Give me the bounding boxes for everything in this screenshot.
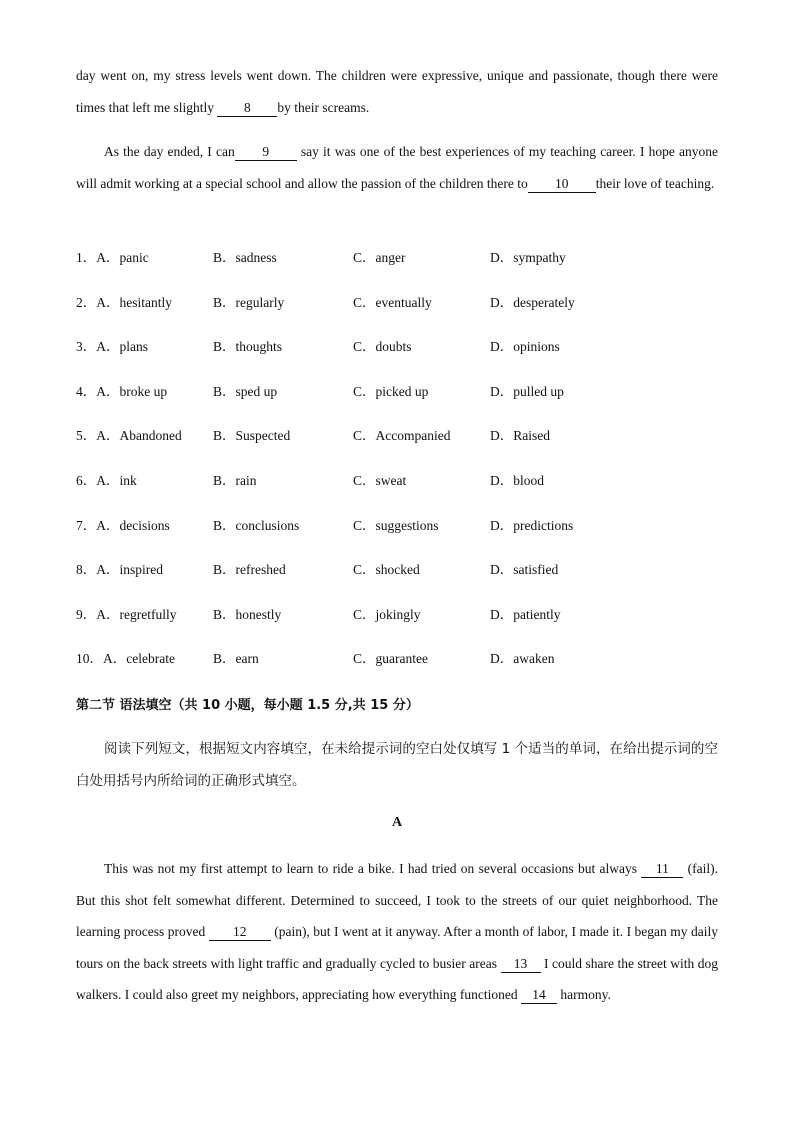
- paragraph-text: (fail). But this shot felt somewhat different. Determined to succeed, I took to the streets of our quiet neighborhood. The learning process proved: [76, 861, 719, 939]
- option-b: B．conclusions: [213, 517, 300, 533]
- option-d: D．opinions: [490, 339, 560, 355]
- option-d: D．predictions: [490, 517, 574, 533]
- option-a: [76, 516, 170, 536]
- option-a-text: celebrate: [126, 651, 175, 667]
- passage-paragraph-2: [76, 136, 718, 199]
- section-instructions: 阅读下列短文，根据短文内容填空，在未给提示词的空白处仅填写 1 个适当的单词，在给出提示词的空白处用括号内所给词的正确形式填空。: [76, 741, 718, 789]
- paragraph-text: harmony.: [560, 987, 611, 1002]
- blank-11: 11: [641, 861, 683, 878]
- question-row: [76, 471, 696, 491]
- option-a-text: ink: [119, 473, 137, 488]
- option-c: C．guarantee: [353, 651, 428, 667]
- option-a: [76, 605, 176, 625]
- blank-12: 12: [209, 924, 271, 941]
- option-b: B．thoughts: [213, 339, 283, 355]
- option-c: C．anger: [353, 250, 406, 265]
- option-a-text: decisions: [119, 517, 170, 533]
- option-d: D．patiently: [490, 606, 561, 622]
- question-row: [76, 426, 696, 446]
- paragraph-text: say it was one of the best experiences of my teaching career. I hope anyone will admit working at a special school and allow the passion of the children there to: [76, 144, 719, 191]
- question-row: [76, 382, 696, 402]
- option-a: [76, 248, 149, 268]
- option-b: B．sped up: [213, 383, 278, 399]
- question-row: [76, 337, 696, 357]
- option-a-text: Abandoned: [119, 428, 182, 444]
- option-c: C．shocked: [353, 562, 420, 578]
- option-a: [76, 382, 167, 402]
- question-row: [76, 649, 696, 669]
- question-number: 5．A．: [76, 428, 120, 444]
- option-d: D．sympathy: [490, 250, 566, 265]
- option-d: D．Raised: [490, 428, 550, 444]
- option-a: [76, 471, 137, 491]
- option-c: C．eventually: [353, 294, 432, 310]
- question-row: [76, 605, 696, 625]
- option-c: C．picked up: [353, 383, 429, 399]
- option-d: D．blood: [490, 473, 544, 488]
- paragraph-text: I could share the street with dog walkers. I could also greet my neighbors, appreciating how everything functioned: [76, 955, 719, 1002]
- paragraph-text: by their screams.: [277, 99, 370, 115]
- paragraph-text: As the day ended, I can: [104, 144, 235, 159]
- option-c: C．Accompanied: [353, 428, 451, 444]
- option-c: C．doubts: [353, 339, 412, 355]
- question-row: [76, 248, 696, 268]
- option-b: B．Suspected: [213, 428, 291, 444]
- blank-14: 14: [521, 987, 557, 1004]
- option-d: D．awaken: [490, 651, 555, 667]
- option-c: C．jokingly: [353, 606, 421, 622]
- question-number: 6．A．: [76, 473, 120, 488]
- passage-a-paragraph: [76, 853, 718, 1011]
- option-a-text: broke up: [119, 383, 168, 399]
- question-row: [76, 293, 696, 313]
- option-a: [76, 337, 148, 357]
- option-b: B．earn: [213, 651, 259, 667]
- option-b: B．honestly: [213, 606, 282, 622]
- option-b: B．regularly: [213, 294, 285, 310]
- question-number: 3．A．: [76, 339, 120, 355]
- option-a-text: plans: [119, 339, 148, 355]
- question-number: 4．A．: [76, 383, 120, 399]
- question-number: 10．A．: [76, 651, 127, 667]
- option-a-text: hesitantly: [119, 294, 172, 310]
- option-b: B．refreshed: [213, 562, 286, 578]
- question-number: 7．A．: [76, 517, 120, 533]
- blank-8: 8: [217, 100, 277, 117]
- passage-paragraph-1: [76, 60, 718, 123]
- option-a: [76, 426, 182, 446]
- passage-title: A: [391, 815, 403, 830]
- option-a: [76, 293, 172, 313]
- option-d: D．desperately: [490, 294, 575, 310]
- paragraph-text: (pain), but I went at it anyway. After a month of labor, I made it. I began my daily tours on the back streets with light traffic and gradually cycled to busier areas: [76, 924, 719, 971]
- option-a: [76, 560, 163, 580]
- question-number: 9．A．: [76, 606, 120, 622]
- question-number: 2．A．: [76, 294, 120, 310]
- question-number: 8．A．: [76, 562, 120, 578]
- paragraph-text: day went on, my stress levels went down. The children were expressive, unique and passionate, though there were times that left me slightly: [76, 68, 718, 115]
- paragraph-text: their love of teaching.: [595, 175, 715, 191]
- option-d: D．pulled up: [490, 383, 564, 399]
- question-number: 1．A．: [76, 250, 120, 265]
- option-c: C．suggestions: [353, 517, 439, 533]
- paragraph-text: This was not my first attempt to learn to ride a bike. I had tried on several occasions but always: [104, 861, 638, 876]
- option-a-text: inspired: [119, 562, 163, 578]
- option-b: B．rain: [213, 473, 257, 488]
- option-a-text: regretfully: [119, 606, 177, 622]
- question-row: [76, 560, 696, 580]
- option-c: C．sweat: [353, 473, 407, 488]
- option-b: B．sadness: [213, 250, 277, 265]
- option-d: D．satisfied: [490, 562, 559, 578]
- option-a-text: panic: [119, 250, 149, 265]
- section-heading: 第二节 语法填空（共 10 小题，每小题 1.5 分,共 15 分）: [76, 698, 419, 713]
- blank-9: 9: [235, 144, 297, 161]
- question-row: [76, 516, 696, 536]
- option-a: [76, 649, 175, 669]
- blank-10: 10: [528, 176, 596, 193]
- blank-13: 13: [501, 956, 541, 973]
